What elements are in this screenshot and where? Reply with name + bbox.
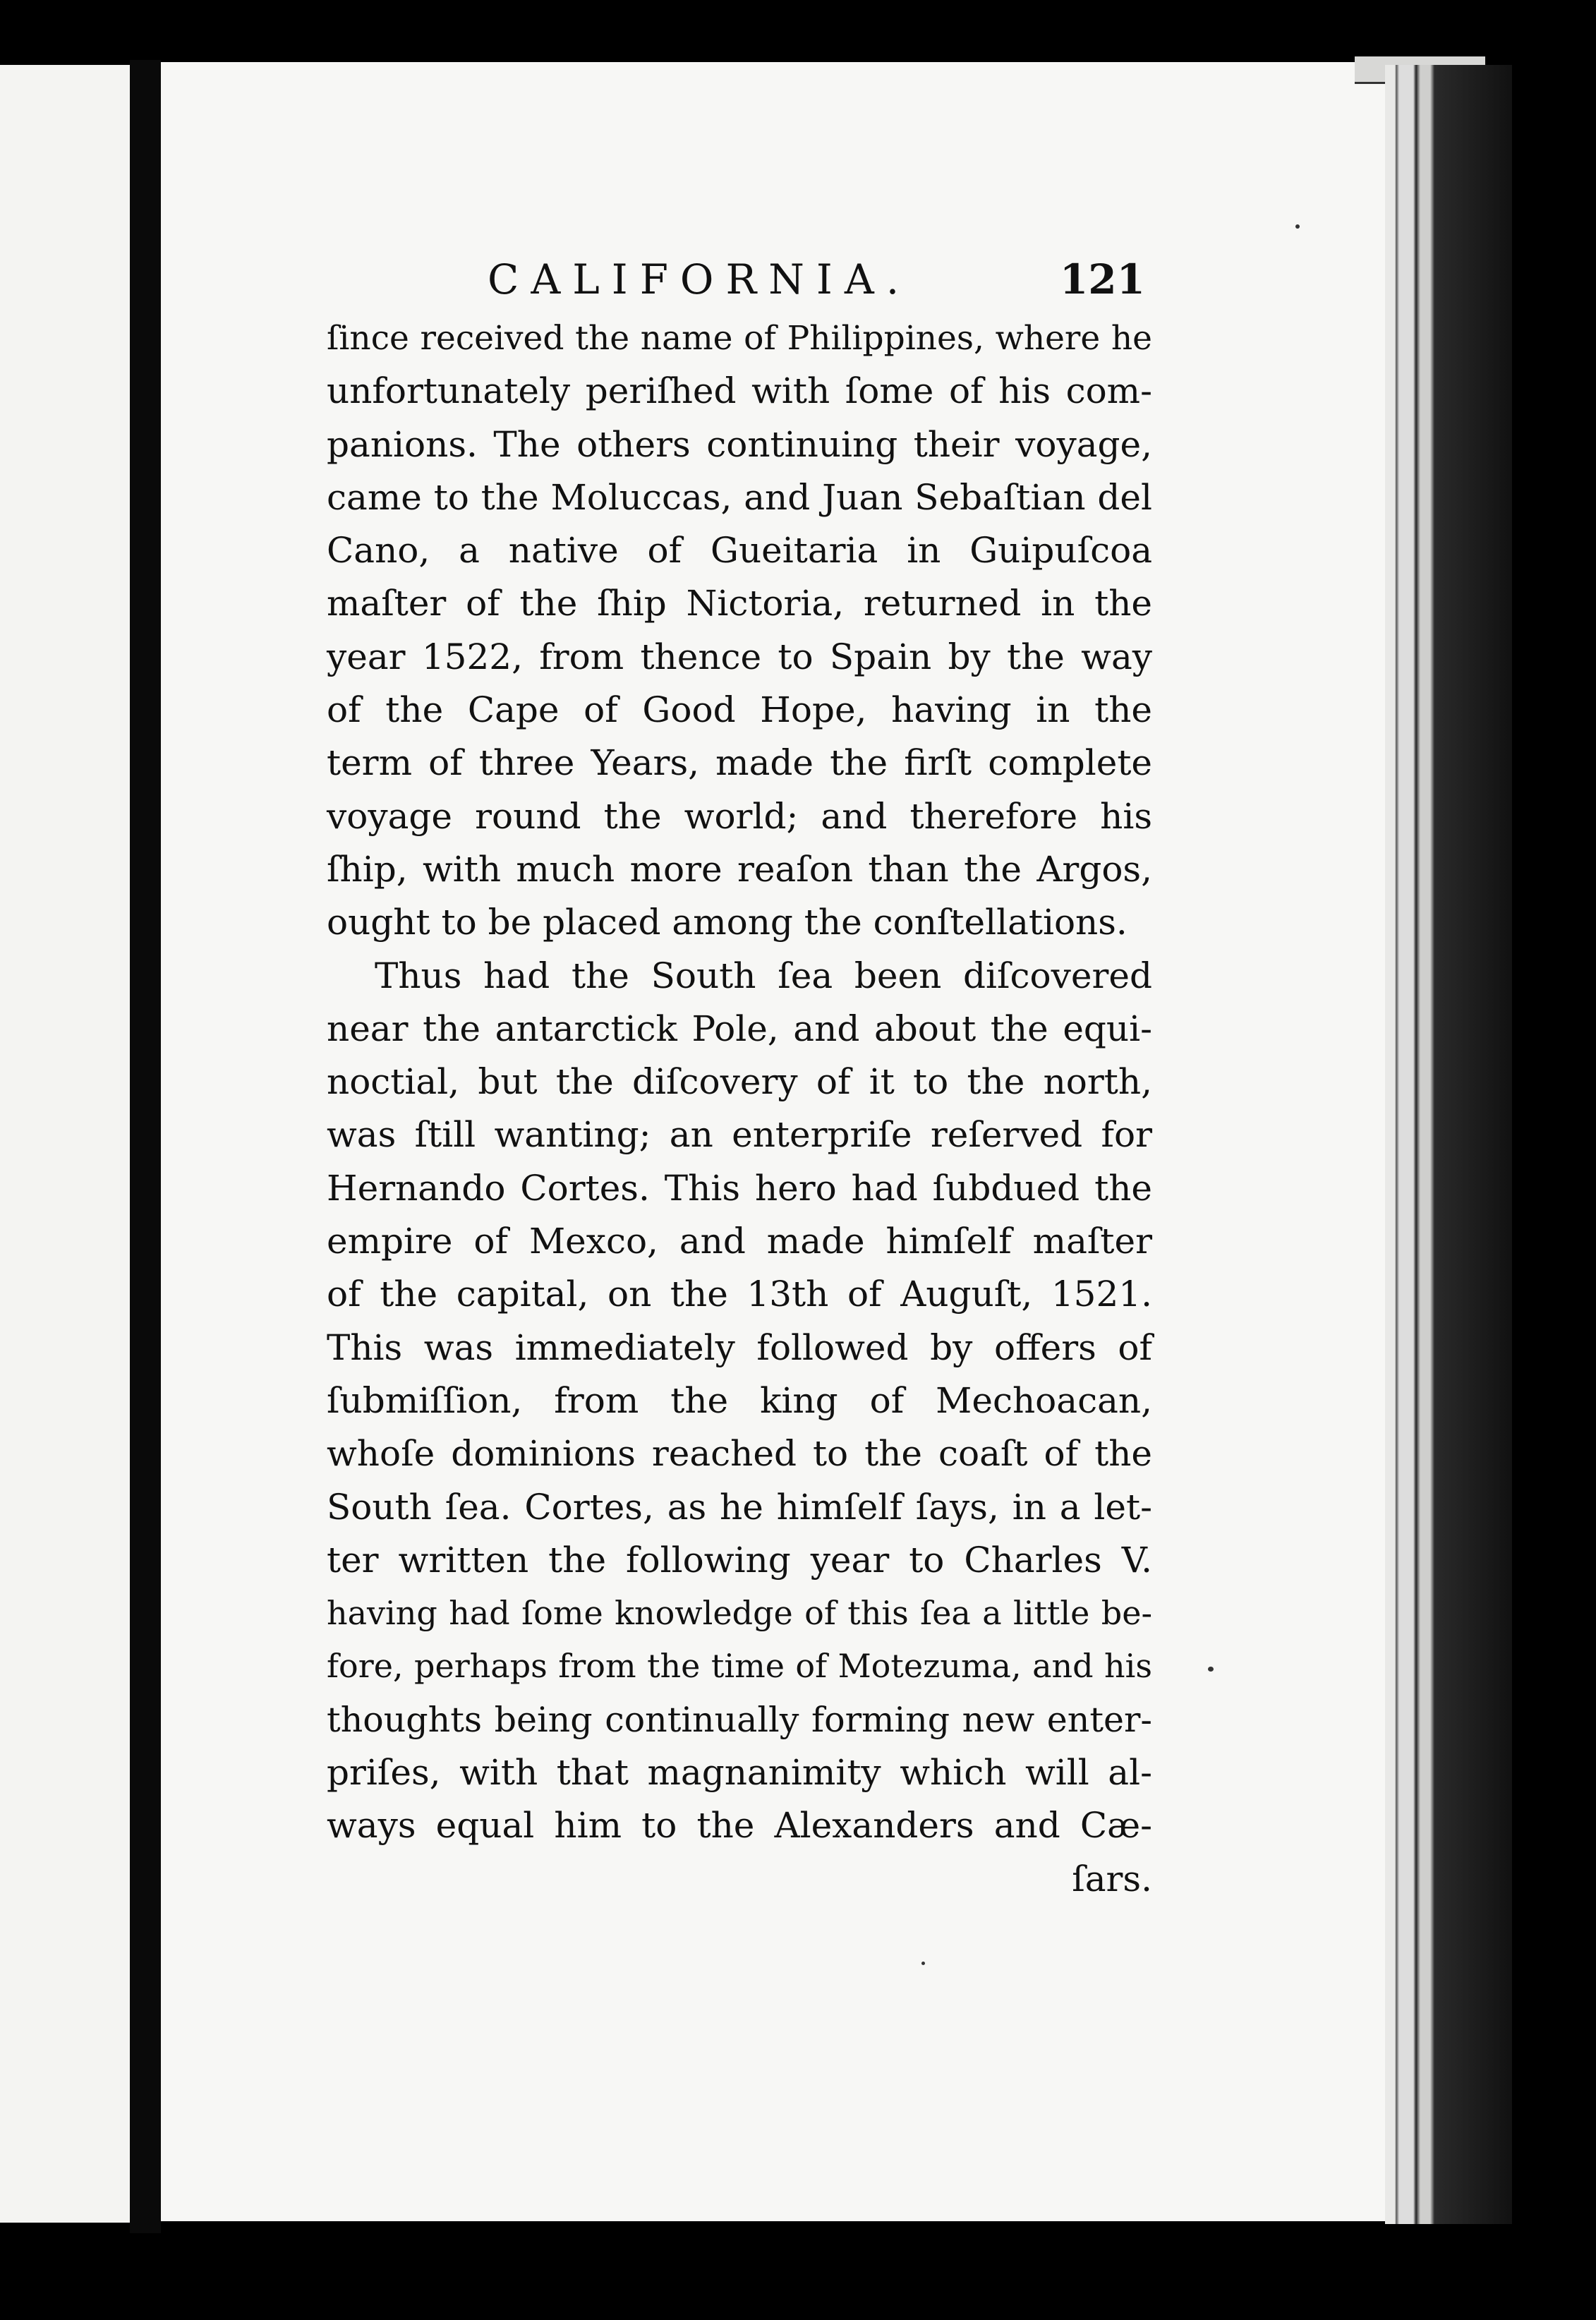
text-line: South ſea. Cortes, as he himſelf ſays, in a let- <box>327 1486 1152 1528</box>
text-line: fore, perhaps from the time of Motezuma, and his <box>327 1647 1152 1686</box>
text-line: Cano, a native of Gueitaria in Guipuſcoa <box>327 530 1152 572</box>
book-gutter <box>130 60 161 2233</box>
text-line: Hernando Cortes. This hero had ſubdued the <box>327 1167 1152 1209</box>
running-head <box>327 255 1152 312</box>
text-line: noctial, but the diſcovery of it to the north, <box>327 1061 1152 1103</box>
ink-speck <box>1208 1667 1214 1672</box>
text-line: of the Cape of Good Hope, having in the <box>327 689 1152 731</box>
ink-speck <box>921 1962 925 1965</box>
ink-speck <box>1295 224 1300 229</box>
text-line: whoſe dominions reached to the coaſt of the <box>327 1433 1152 1475</box>
text-line: priſes, with that magnanimity which will al- <box>327 1752 1152 1794</box>
text-line: unfortunately periſhed with ſome of his com- <box>327 370 1152 412</box>
running-head-title: CALIFORNIA. <box>488 255 912 303</box>
text-line: year 1522, from thence to Spain by the way <box>327 636 1152 677</box>
text-line: empire of Mexco, and made himſelf maſter <box>327 1221 1152 1262</box>
text-line: ways equal him to the Alexanders and Cæ- <box>327 1805 1152 1847</box>
text-line: ter written the following year to Charles V. <box>327 1539 1152 1581</box>
text-line: came to the Moluccas, and Juan Sebaſtian del <box>327 476 1152 518</box>
page-stack-edges <box>1385 65 1512 2224</box>
text-line: maſter of the ſhip Nictoria, returned in the <box>327 583 1152 624</box>
catchword: ſars. <box>1072 1858 1152 1899</box>
text-line: thoughts being continually forming new enter- <box>327 1699 1152 1740</box>
text-line: voyage round the world; and therefore his <box>327 795 1152 837</box>
text-line: was ſtill wanting; an enterpriſe reſerved for <box>327 1114 1152 1156</box>
text-line: ſubmiſſion, from the king of Mechoacan, <box>327 1379 1152 1421</box>
text-line: near the antarctick Pole, and about the equi- <box>327 1008 1152 1049</box>
text-line: panions. The others continuing their voyage, <box>327 423 1152 465</box>
text-line: ſhip, with much more reaſon than the Argos, <box>327 848 1152 890</box>
paragraph-first-line: Thus had the South ſea been diſcovered <box>375 955 1152 996</box>
page-text <box>327 255 1152 1906</box>
text-line: ought to be placed among the conſtellations. <box>327 902 1128 943</box>
facing-page-edge <box>0 65 131 2223</box>
text-line: This was immediately followed by offers of <box>327 1327 1152 1368</box>
text-line: of the capital, on the 13th of Auguſt, 1521. <box>327 1274 1152 1315</box>
page-number: 121 <box>1059 255 1145 303</box>
text-line: having had ſome knowledge of this ſea a little be- <box>327 1594 1152 1633</box>
text-line: ſince received the name of Philippines, where he <box>327 319 1152 358</box>
text-line: term of three Years, made the firſt complete <box>327 742 1152 784</box>
